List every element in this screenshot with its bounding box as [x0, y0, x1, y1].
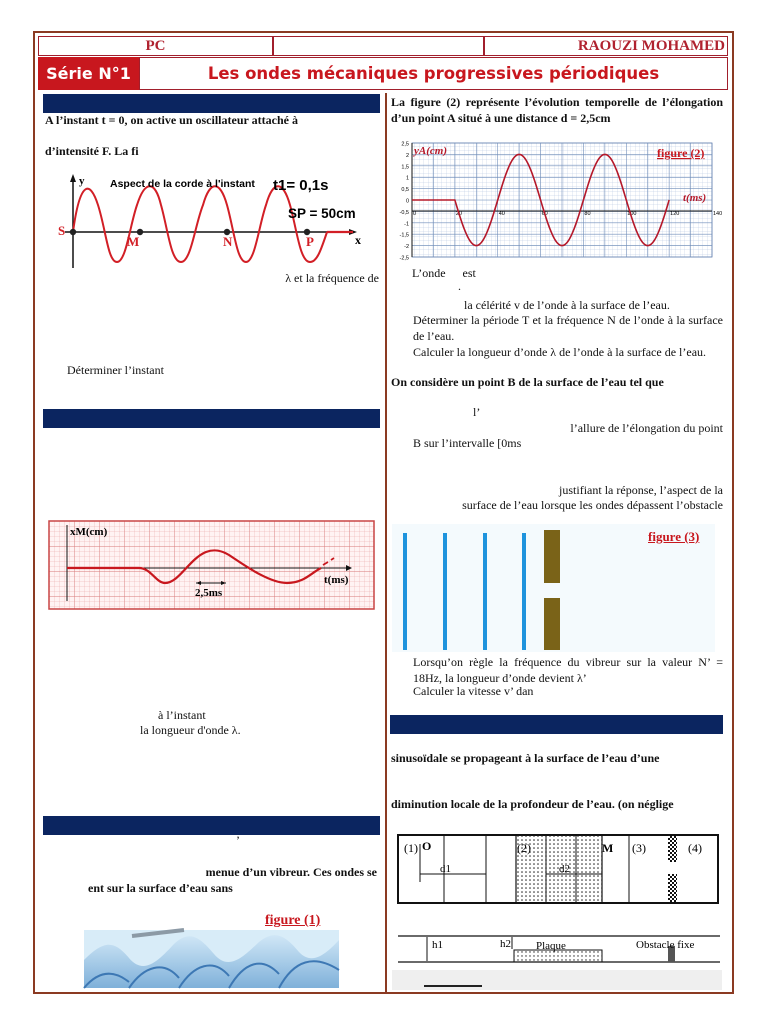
exercise-1-line-1: A l’instant t = 0, on active un oscillateur attaché à — [45, 113, 298, 127]
d1-label: d1 — [440, 863, 451, 875]
fig2-x-tick-label: 140 — [713, 211, 723, 217]
figure-4-top-view — [396, 830, 722, 906]
figure-2-x-label: t(ms) — [683, 192, 707, 204]
wavelength-line: la longueur d'onde λ. — [140, 723, 241, 737]
fig2-y-tick-label: -2,5 — [399, 255, 409, 262]
zone-3-label: (3) — [632, 841, 646, 855]
column-divider — [385, 93, 387, 993]
figure-3-label: figure (3) — [648, 529, 700, 544]
section-bar-3 — [43, 816, 380, 835]
rope-x-label: x — [355, 233, 361, 247]
fig2-x-tick-label: 40 — [498, 211, 505, 217]
small-dot: . — [458, 279, 461, 293]
label-P: P — [306, 234, 314, 249]
obstacle-line: surface de l’eau lorsque les ondes dépassent l’obstacle — [462, 498, 723, 512]
zone-1-label: (1) — [404, 841, 418, 855]
instant-line: à l’instant — [158, 708, 206, 722]
lambda-question: λ et la fréquence de — [285, 271, 379, 285]
fig2-y-tick-label: -1,5 — [399, 232, 409, 239]
rope-y-arrow — [70, 174, 76, 182]
figure-1-label: figure (1) — [265, 913, 321, 928]
determine-instant-question: Déterminer l’instant — [67, 363, 164, 377]
intervalle-line: B sur l’intervalle [0ms — [413, 436, 522, 450]
point-S — [70, 229, 76, 235]
xm-scale-label: 2,5ms — [195, 587, 223, 599]
fig2-y-tick-label: -1 — [404, 221, 409, 228]
fig2-y-tick-label: 1 — [405, 175, 409, 182]
fig2-x-tick-label: 0 — [413, 211, 417, 217]
xm-time-figure — [49, 521, 374, 609]
section-bar-2 — [43, 409, 380, 428]
fig2-x-tick-label: 100 — [627, 211, 637, 217]
fig2-y-tick-label: -0,5 — [399, 209, 409, 216]
fig2-y-tick-label: 1,5 — [401, 164, 409, 171]
label-N: N — [223, 234, 233, 249]
sinusoidale-line: sinusoïdale se propageant à la surface de l’eau d’une — [391, 751, 660, 765]
point-O-label: O — [422, 839, 432, 853]
obstacle-top-block — [668, 836, 677, 862]
subject-label: PC — [38, 36, 273, 56]
figure-4-side-view — [396, 926, 722, 976]
rope-time-label: t1= 0,1s — [273, 177, 329, 194]
fig2-x-tick-label: 80 — [584, 211, 591, 217]
section-bar-1 — [43, 94, 380, 113]
rope-wave — [73, 186, 327, 262]
exercise-1-line-2: d’intensité F. La fi — [45, 144, 139, 158]
label-M: M — [127, 234, 140, 249]
wave-front-2 — [443, 533, 447, 650]
diminution-line: diminution locale de la profondeur de l’eau. (on néglige — [391, 797, 674, 811]
h1-label: h1 — [432, 939, 443, 951]
wave-surface-image — [84, 930, 339, 988]
rope-figure — [55, 170, 375, 270]
wave-front-3 — [483, 533, 487, 650]
point-b-line: On considère un point B de la surface de l’eau tel que — [391, 375, 664, 389]
figure-2-intro: La figure (2) représente l’évolution temporelle de l’élongation d’un point A situé à une distance d = 2,5cm — [391, 95, 723, 125]
allure-line: l’allure de l’élongation du point — [570, 421, 723, 435]
obstacle-fixe-label: Obstacle fixe — [636, 939, 695, 951]
longueur-question: Calculer la longueur d’onde λ de l’onde à la surface de l’eau. — [413, 345, 707, 359]
d2-label: d2 — [559, 863, 570, 875]
point-M-label: M — [602, 841, 614, 855]
onde-est-line: L’onde est — [412, 266, 476, 280]
zone-2-label: (2) — [517, 841, 531, 855]
rope-sp-label: SP = 50cm — [288, 206, 356, 221]
justifiant-line: justifiant la réponse, l’aspect de la — [559, 483, 723, 497]
wave-front-4 — [522, 533, 526, 650]
xm-x-label: t(ms) — [324, 574, 349, 586]
fig2-y-tick-label: -2 — [404, 244, 409, 251]
wave-front-1 — [403, 533, 407, 650]
section-bar-4 — [390, 715, 723, 734]
page-title: Les ondes mécaniques progressives périodiques — [139, 57, 728, 90]
figure-2-chart — [392, 137, 723, 263]
figure-2-label: figure (2) — [657, 146, 705, 160]
figure-2-y-label: yA(cm) — [414, 145, 447, 157]
author-name: RAOUZI MOHAMED — [484, 36, 728, 56]
fig2-y-tick-label: 2,5 — [401, 141, 409, 148]
zone-4-label: (4) — [688, 841, 702, 855]
header-blank-cell — [273, 36, 484, 56]
apostrophe-mark: ’ — [236, 833, 240, 847]
obstacle-bottom-block — [668, 874, 677, 902]
obstacle-lower — [544, 598, 560, 650]
rope-caption: Aspect de la corde à l'instant — [110, 178, 255, 190]
label-S: S — [58, 223, 66, 238]
figure-2-y-ticks — [400, 142, 409, 262]
fig2-x-tick-label: 120 — [670, 211, 680, 217]
vibreur-line: menue d’un vibreur. Ces ondes se — [205, 865, 377, 879]
plaque-label: Plaque — [536, 940, 566, 952]
bottom-rule — [424, 985, 482, 987]
regle-frequence-text: Lorsqu’on règle la fréquence du vibreur sur la valeur N’ = 18Hz, la longueur d’onde devient λ’ — [413, 655, 723, 685]
celerite-line: la célérité v de l’onde à la surface de l’eau. — [464, 298, 670, 312]
fig2-y-tick-label: 0,5 — [401, 187, 409, 194]
figure-4-bottom-strip — [392, 970, 722, 990]
l-apostrophe: l’ — [473, 405, 481, 419]
vitesse-question: Calculer la vitesse v’ dan — [413, 684, 534, 698]
fig2-x-tick-label: 20 — [455, 211, 462, 217]
periode-question: Déterminer la période T et la fréquence N de l’onde à la surface de l’eau. — [413, 313, 723, 343]
xm-y-label: xM(cm) — [70, 526, 108, 538]
rope-y-label: y — [79, 175, 85, 187]
fig2-y-tick-label: 2 — [405, 152, 409, 159]
h2-label: h2 — [500, 938, 511, 950]
surface-line: ent sur la surface d’eau sans — [88, 881, 233, 895]
series-label: Série N°1 — [38, 57, 139, 90]
fig2-y-tick-label: 0 — [405, 198, 409, 205]
obstacle-upper — [544, 530, 560, 583]
fig2-x-tick-label: 60 — [541, 211, 548, 217]
